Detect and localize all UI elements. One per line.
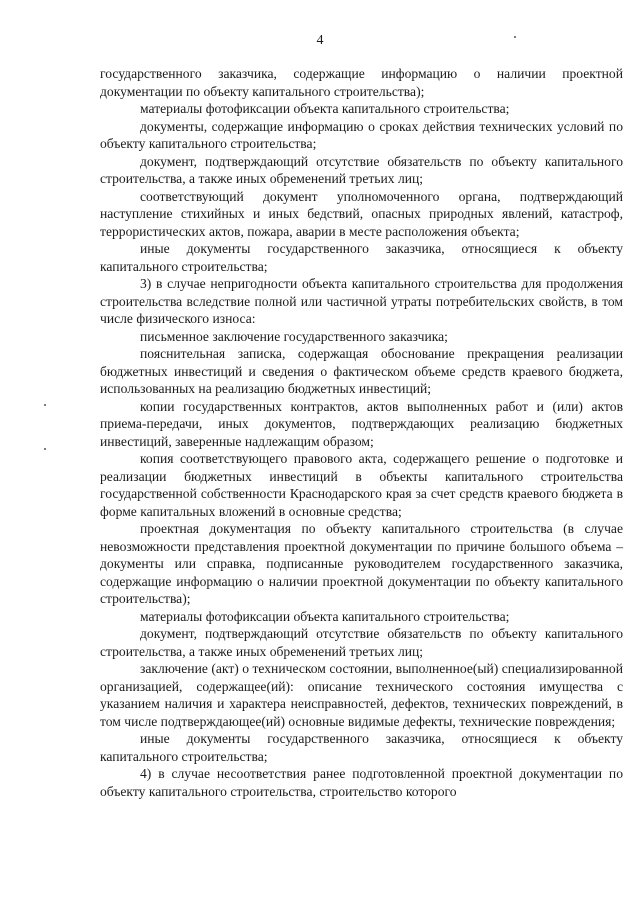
paragraph-continuation: государственного заказчика, содержащие информацию о наличии проектной документации по объекту капитального строительства);	[100, 66, 623, 99]
paragraph-authority-document: соответствующий документ уполномоченного органа, подтверждающий наступление стихийных и иных бедствий, опасных природных явлений, катастроф, террористических актов, пожара, аварии в месте расположения объекта;	[100, 188, 623, 239]
document-body	[100, 65, 623, 800]
paragraph-photo-materials-2: материалы фотофиксации объекта капитального строительства;	[140, 608, 510, 624]
page-number: 4	[316, 33, 324, 48]
paragraph-explanatory-note: пояснительная записка, содержащая обоснование прекращения реализации бюджетных инвестиций и сведения о фактическом объеме средств краевого бюджета, использованных на реализацию бюджетных инвестиций;	[100, 346, 623, 396]
paragraph-other-documents: иные документы государственного заказчика, относящиеся к объекту капитального строительства;	[100, 241, 623, 274]
paragraph-technical-state-conclusion: заключение (акт) о техническом состоянии, выполненное(ый) специализированной организацией, содержащее(ий): описание технического состояния имущества с указанием наличия и характера неисправностей, дефектов, технических повреждений, в том числе подтверждающее(ий) основные видимые дефекты, технические повреждения;	[100, 661, 623, 729]
paragraph-legal-act-copy: копия соответствующего правового акта, содержащего решение о подготовке и реализации бюджетных инвестиций в объекты капитального строительства государственной собственности Краснодарского края за счет средств краевого бюджета в форме капитальных вложений в основные средства;	[100, 451, 623, 519]
paragraph-item-3: 3) в случае непригодности объекта капитального строительства для продолжения строительства вследствие полной или частичной утраты потребительских свойств, в том числе физического износа:	[100, 276, 623, 326]
paragraph-photo-materials: материалы фотофиксации объекта капитального строительства;	[140, 101, 510, 116]
scan-speck	[514, 36, 516, 38]
paragraph-no-obligations: документ, подтверждающий отсутствие обязательств по объекту капитального строительства, а также иных обременений третьих лиц;	[100, 153, 623, 186]
paragraph-item-4: 4) в случае несоответствия ранее подготовленной проектной документации по объекту капитального строительства, строительство которого	[100, 766, 623, 799]
paragraph-other-documents-2: иные документы государственного заказчика, относящиеся к объекту капитального строительства;	[100, 731, 623, 764]
paragraph-project-documentation: проектная документация по объекту капитального строительства (в случае невозможности представления проектной документации по причине большого объема – документы или справка, подписанные руководителем государственного заказчика, содержащие информацию о наличии проектной документации по объекту капитального строительства);	[100, 521, 623, 606]
scan-speck	[44, 448, 46, 450]
paragraph-technical-conditions: документы, содержащие информацию о сроках действия технических условий по объекту капитального строительства;	[100, 118, 623, 151]
paragraph-contract-copies: копии государственных контрактов, актов выполненных работ и (или) актов приема-передачи, иных документов, подтверждающих реализацию бюджетных инвестиций, заверенные надлежащим образом;	[100, 398, 623, 449]
paragraph-written-conclusion: письменное заключение государственного заказчика;	[140, 328, 448, 344]
scan-speck	[44, 404, 46, 406]
paragraph-no-obligations-2: документ, подтверждающий отсутствие обязательств по объекту капитального строительства, а также иных обременений третьих лиц;	[100, 626, 623, 659]
